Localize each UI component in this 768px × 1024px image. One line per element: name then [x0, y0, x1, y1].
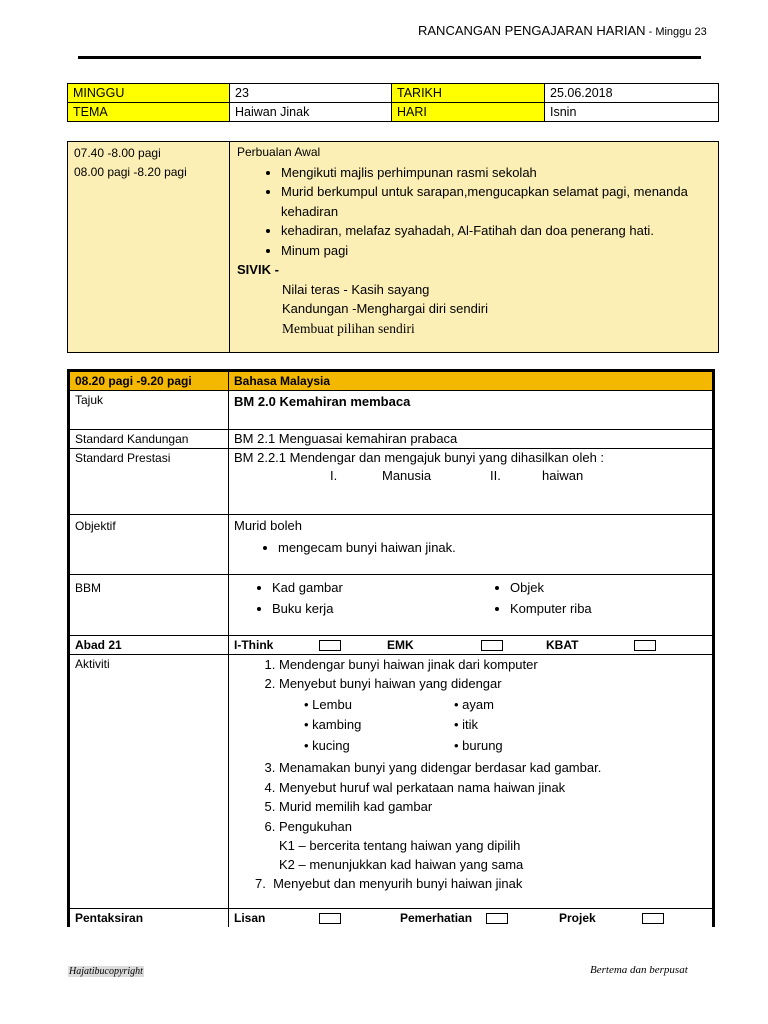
bbm-left-list	[234, 578, 492, 619]
lesson-time: 08.20 pagi -9.20 pagi	[69, 371, 229, 391]
sp-ii-text: haiwan	[542, 468, 584, 483]
list-item: 3. Menamakan bunyi yang didengar berdasar kad gambar.	[279, 758, 707, 777]
morning-list	[237, 163, 712, 261]
morning-section	[67, 141, 719, 353]
animals-left-list	[234, 695, 454, 757]
step-7-text: Menyebut dan menyurih bunyi haiwan jinak	[273, 875, 523, 891]
bbm-columns	[234, 578, 707, 619]
header-rule	[78, 56, 701, 59]
aktiviti-list	[234, 655, 707, 694]
pentaksiran-label: Pentaksiran	[69, 909, 229, 928]
sp-options	[234, 467, 707, 485]
abad-options	[234, 636, 707, 654]
pilihan: Membuat pilihan sendiri	[282, 320, 415, 336]
k2: K2 – menunjukkan kad haiwan yang sama	[279, 856, 524, 872]
hari-label: HARI	[392, 103, 545, 122]
morning-content	[231, 142, 718, 339]
header-week: - Minggu 23	[645, 26, 707, 38]
time-slot-1: 07.40 -8.00 pagi	[74, 146, 161, 160]
abad-cell	[229, 636, 714, 655]
ithink-checkbox[interactable]	[319, 640, 341, 651]
list-item: • Buku kerja	[272, 599, 492, 620]
animals-right-list	[454, 695, 503, 757]
page-header	[418, 23, 707, 38]
sp-label: Standard Prestasi	[69, 449, 229, 515]
objektif-label: Objektif	[69, 515, 229, 575]
list-item: • Lembu	[304, 696, 352, 712]
sp-ii-num: II.	[490, 468, 501, 483]
bbm-label: BBM	[69, 575, 229, 636]
time-slot-2: 08.00 pagi -8.20 pagi	[74, 165, 187, 179]
projek-checkbox[interactable]	[642, 913, 664, 924]
list-item: • kucing	[304, 737, 350, 753]
sk-value: BM 2.1 Menguasai kemahiran prabaca	[229, 430, 714, 449]
bbm-cell	[229, 575, 714, 636]
list-item: • Kad gambar	[272, 578, 492, 599]
nilai-teras: Nilai teras - Kasih sayang	[282, 281, 430, 297]
tema-value: Haiwan Jinak	[230, 103, 392, 122]
minggu-value: 23	[230, 84, 392, 103]
animal-columns	[234, 695, 707, 757]
sk-label: Standard Kandungan	[69, 430, 229, 449]
lisan-label: Lisan	[234, 911, 266, 925]
list-item: 6. Pengukuhan	[279, 817, 707, 836]
ithink-label: I-Think	[234, 638, 274, 652]
list-item: 1. Mendengar bunyi haiwan jinak dari komputer	[279, 655, 707, 674]
kbat-checkbox[interactable]	[634, 640, 656, 651]
info-table	[67, 83, 719, 122]
tajuk-value: BM 2.0 Kemahiran membaca	[229, 391, 714, 430]
list-item: • mengecam bunyi haiwan jinak.	[278, 539, 707, 557]
objektif-intro: Murid boleh	[234, 518, 302, 533]
pentaksiran-cell	[229, 909, 714, 928]
emk-label: EMK	[387, 638, 414, 652]
lesson-table	[67, 369, 715, 927]
k1: K1 – bercerita tentang haiwan yang dipilih	[279, 837, 521, 853]
list-item: • Objek	[510, 578, 592, 599]
aktiviti-cell	[229, 655, 714, 909]
emk-checkbox[interactable]	[481, 640, 503, 651]
step-7-number: 7.	[255, 875, 266, 891]
objektif-list	[234, 539, 707, 557]
morning-times	[68, 142, 230, 352]
tarikh-value: 25.06.2018	[545, 84, 719, 103]
aktiviti-list-continued	[234, 758, 707, 836]
lesson-subject: Bahasa Malaysia	[229, 371, 714, 391]
step-7	[234, 874, 707, 893]
list-item: • kehadiran, melafaz syahadah, Al-Fatihah dan doa penerang hati.	[281, 221, 712, 241]
kbat-label: KBAT	[546, 638, 579, 652]
list-item: 5. Murid memilih kad gambar	[279, 797, 707, 816]
sp-cell	[229, 449, 714, 515]
header-title: RANCANGAN PENGAJARAN HARIAN	[418, 23, 646, 38]
list-item: • itik	[454, 717, 479, 733]
projek-label: Projek	[559, 911, 596, 925]
bbm-right-list	[492, 578, 592, 619]
sp-value: BM 2.2.1 Mendengar dan mengajuk bunyi yang dihasilkan oleh :	[234, 450, 605, 465]
list-item: • kambing	[304, 717, 362, 733]
footer-tagline: Bertema dan berpusat	[590, 964, 688, 976]
abad-label: Abad 21	[69, 636, 229, 655]
list-item: • ayam	[454, 696, 494, 712]
list-item: • Mengikuti majlis perhimpunan rasmi sekolah	[281, 163, 712, 183]
list-item: • Murid berkumpul untuk sarapan,mengucapkan selamat pagi, menanda kehadiran	[281, 182, 712, 221]
tema-label: TEMA	[68, 103, 230, 122]
minggu-label: MINGGU	[68, 84, 230, 103]
sp-i-num: I.	[330, 468, 338, 483]
list-item: • Komputer riba	[510, 599, 592, 620]
hari-value: Isnin	[545, 103, 719, 122]
list-item: 4. Menyebut huruf wal perkataan nama haiwan jinak	[279, 778, 707, 797]
pemerhatian-label: Pemerhatian	[400, 911, 473, 925]
kandungan: Kandungan -Menghargai diri sendiri	[282, 301, 488, 316]
objektif-cell	[229, 515, 714, 575]
pemerhatian-checkbox[interactable]	[486, 913, 508, 924]
pentaksiran-options	[234, 909, 707, 927]
list-item: • burung	[454, 737, 503, 753]
footer-copyright: Hajatibucopyright	[69, 966, 143, 977]
sp-i-text: Manusia	[382, 468, 432, 483]
list-item: 2. Menyebut bunyi haiwan yang didengar	[279, 674, 707, 693]
sivik-heading: SIVIK -	[237, 262, 279, 277]
tajuk-label: Tajuk	[69, 391, 229, 430]
perbualan-heading: Perbualan Awal	[237, 145, 321, 159]
aktiviti-label: Aktiviti	[69, 655, 229, 909]
tarikh-label: TARIKH	[392, 84, 545, 103]
list-item: • Minum pagi	[281, 241, 712, 261]
lisan-checkbox[interactable]	[319, 913, 341, 924]
